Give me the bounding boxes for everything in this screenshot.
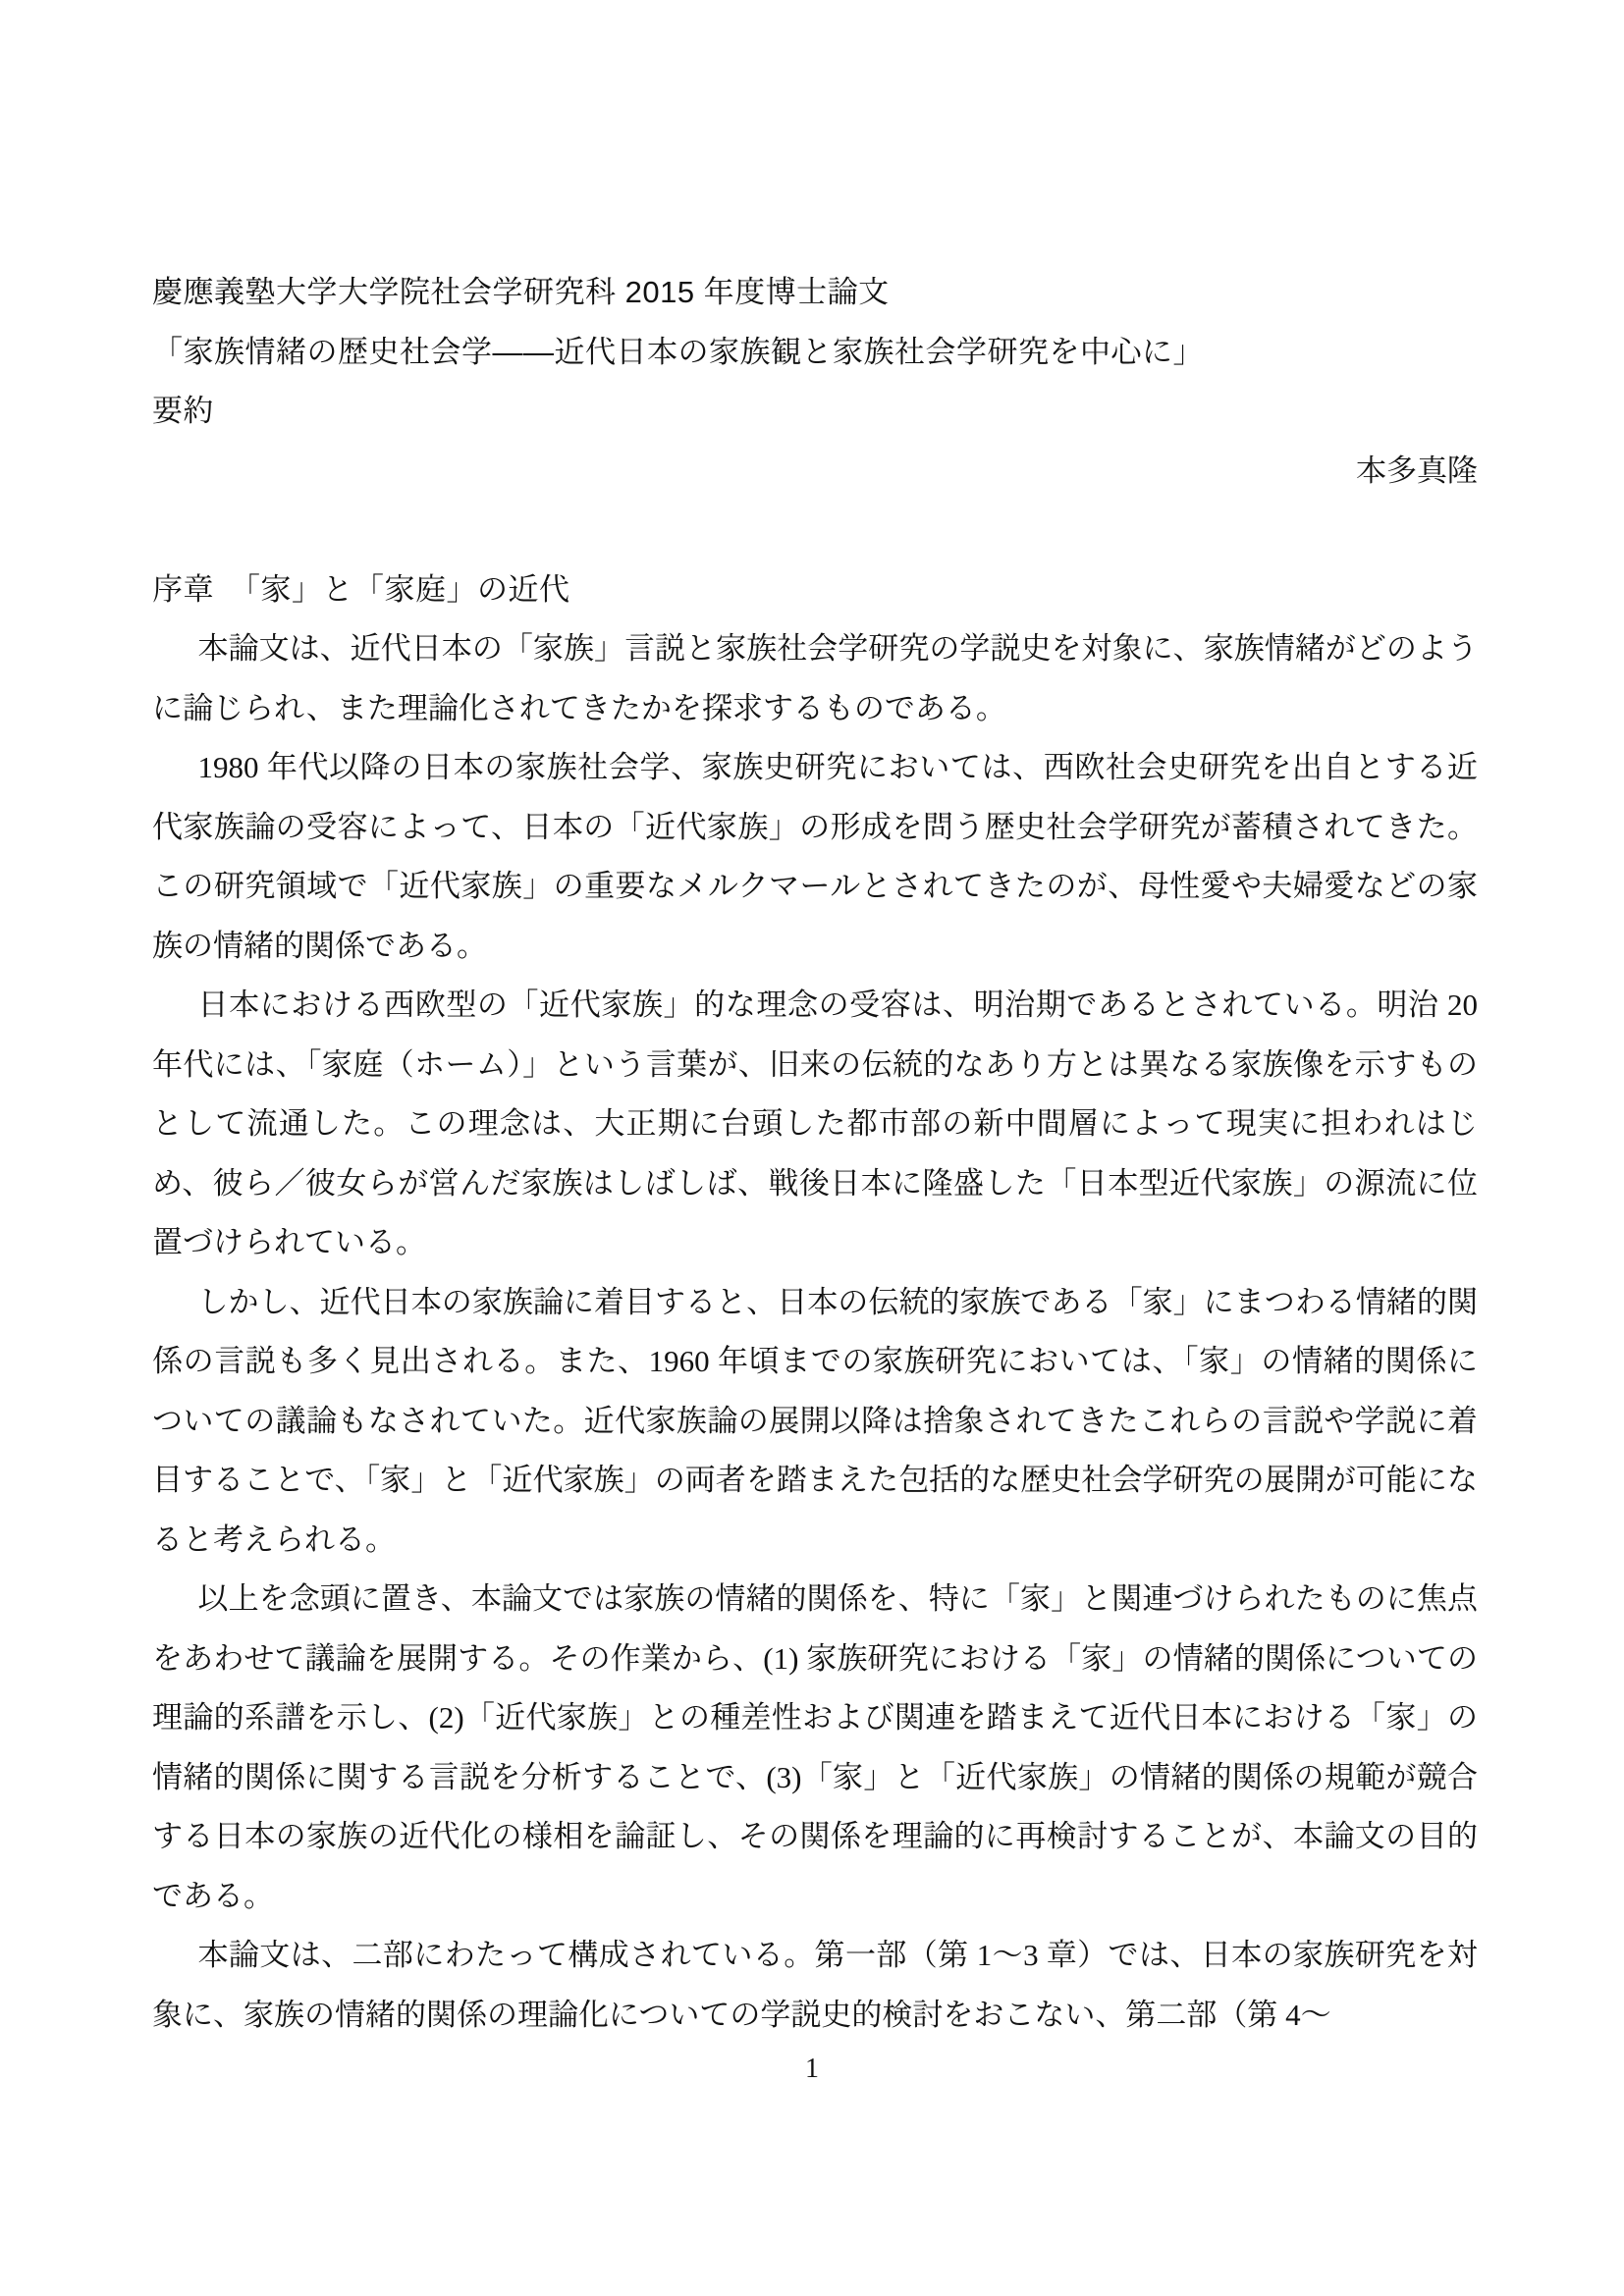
thesis-program-line: 慶應義塾大学大学院社会学研究科 2015 年度博士論文 <box>152 275 890 309</box>
body-paragraph: 日本における西欧型の「近代家族」的な理念の受容は、明治期であるとされている。明治 20 年代には、「家庭（ホーム）」という言葉が、旧来の伝統的なあり方とは異なる家族像を示すものとして流通した。この理念は、大正期に台頭した都市部の新中間層によって現実に担われはじめ、彼ら／彼女らが営んだ家族はしばしば、戦後日本に隆盛した「日本型近代家族」の源流に位置づけられている。 <box>152 988 1478 1259</box>
body-paragraph: しかし、近代日本の家族論に着目すると、日本の伝統的家族である「家」にまつわる情緒的関係の言説も多く見出される。また、1960 年頃までの家族研究においては、「家」の情緒的関係についての議論もなされていた。近代家族論の展開以降は捨象されてきたこれらの言説や学説に着目することで、「家」と「近代家族」の両者を踏まえた包括的な歴史社会学研究の展開が可能になると考えられる。 <box>152 1284 1478 1557</box>
body-paragraph: 1980 年代以降の日本の家族社会学、家族史研究においては、西欧社会史研究を出自とする近代家族論の受容によって、日本の「近代家族」の形成を問う歴史社会学研究が蓄積されてきた。この研究領域で「近代家族」の重要なメルクマールとされてきたのが、母性愛や夫婦愛などの家族の情緒的関係である。 <box>152 750 1478 963</box>
chapter-heading: 序章 「家」と「家庭」の近代 <box>152 571 570 607</box>
body-paragraph: 以上を念頭に置き、本論文では家族の情緒的関係を、特に「家」と関連づけられたものに焦点をあわせて議論を展開する。その作業から、(1) 家族研究における「家」の情緒的関係についての理論的系譜を示し、(2)「近代家族」との種差性および関連を踏まえて近代日本における「家」の情緒的関係に関する言説を分析することで、(3)「家」と「近代家族」の情緒的関係の規範が競合する日本の家族の近代化の様相を論証し、その関係を理論的に再検討することが、本論文の目的である。 <box>152 1581 1478 1913</box>
page-number: 1 <box>805 2054 819 2084</box>
thesis-title: 「家族情緒の歴史社会学――近代日本の家族観と家族社会学研究を中心に」 <box>152 334 1204 369</box>
body-paragraph: 本論文は、二部にわたって構成されている。第一部（第 1～3 章）では、日本の家族研究を対象に、家族の情緒的関係の理論化についての学説史的検討をおこない、第二部（第 4～ <box>152 1938 1478 2032</box>
document-header <box>152 263 1478 501</box>
author-name: 本多真隆 <box>1356 453 1478 488</box>
page-footer <box>0 2050 1624 2089</box>
abstract-label: 要約 <box>152 394 214 428</box>
body-paragraph: 本論文は、近代日本の「家族」言説と家族社会学研究の学説史を対象に、家族情緒がどのように論じられ、また理論化されてきたかを探求するものである。 <box>152 631 1478 725</box>
